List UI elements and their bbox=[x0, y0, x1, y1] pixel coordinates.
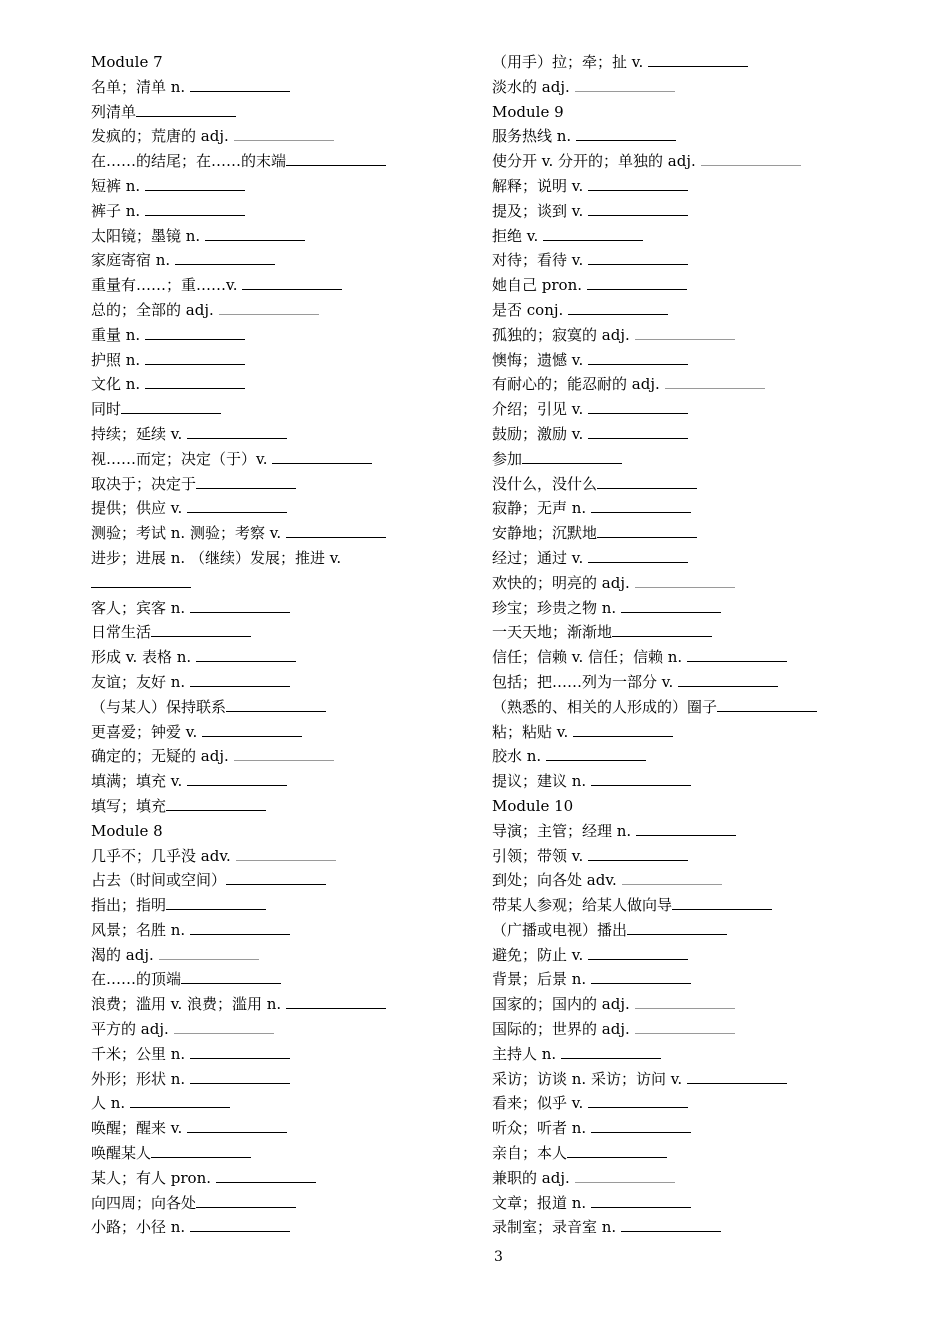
answer-blank[interactable] bbox=[226, 698, 326, 712]
vocab-prompt: 向四周；向各处 bbox=[91, 1193, 197, 1212]
vocab-prompt: 文章；报道 n. bbox=[492, 1193, 591, 1212]
answer-blank[interactable] bbox=[717, 698, 817, 712]
vocab-line bbox=[492, 149, 892, 174]
vocab-line bbox=[91, 546, 471, 571]
vocab-prompt: 短裤 n. bbox=[91, 176, 145, 195]
vocab-prompt: 护照 n. bbox=[91, 350, 145, 369]
vocab-line bbox=[91, 124, 471, 149]
vocab-prompt: 粘；粘贴 v. bbox=[492, 722, 573, 741]
vocab-prompt: 太阳镜；墨镜 n. bbox=[91, 226, 205, 245]
vocab-line bbox=[492, 1215, 892, 1240]
answer-blank[interactable] bbox=[187, 425, 287, 439]
answer-blank[interactable] bbox=[145, 375, 245, 389]
answer-blank[interactable] bbox=[272, 450, 372, 464]
answer-blank[interactable] bbox=[145, 351, 245, 365]
vocab-prompt: 千米；公里 n. bbox=[91, 1044, 190, 1063]
answer-blank[interactable] bbox=[575, 78, 675, 92]
vocab-line bbox=[492, 1091, 892, 1116]
vocab-line bbox=[91, 174, 471, 199]
vocab-prompt: 对待；看待 v. bbox=[492, 251, 588, 270]
vocab-line bbox=[492, 521, 892, 546]
vocab-line bbox=[91, 967, 471, 992]
vocab-prompt: 录制室；录音室 n. bbox=[492, 1218, 621, 1237]
vocab-prompt: 看来；似乎 v. bbox=[492, 1094, 588, 1113]
vocab-prompt: 拒绝 v. bbox=[492, 226, 543, 245]
vocab-prompt: 没什么，没什么 bbox=[492, 474, 598, 493]
vocab-line bbox=[91, 918, 471, 943]
module-heading bbox=[492, 794, 892, 819]
vocab-line bbox=[492, 1191, 892, 1216]
vocab-line bbox=[492, 1042, 892, 1067]
vocab-prompt: 淡水的 adj. bbox=[492, 77, 575, 96]
vocab-line bbox=[91, 943, 471, 968]
answer-blank[interactable] bbox=[636, 822, 736, 836]
answer-blank[interactable] bbox=[190, 921, 290, 935]
vocab-line bbox=[492, 372, 892, 397]
answer-blank[interactable] bbox=[196, 1194, 296, 1208]
answer-blank[interactable] bbox=[588, 251, 688, 265]
vocab-prompt: 她自己 pron. bbox=[492, 276, 587, 295]
vocab-line bbox=[492, 1067, 892, 1092]
vocab-line bbox=[91, 323, 471, 348]
vocab-line bbox=[492, 496, 892, 521]
answer-blank[interactable] bbox=[286, 995, 386, 1009]
vocab-prompt: 小路；小径 n. bbox=[91, 1218, 190, 1237]
vocab-line bbox=[91, 844, 471, 869]
vocab-line bbox=[492, 75, 892, 100]
vocab-line bbox=[91, 1141, 471, 1166]
vocab-line bbox=[91, 397, 471, 422]
vocab-prompt: 日常生活 bbox=[91, 623, 152, 642]
module-heading bbox=[91, 819, 471, 844]
vocab-prompt: 更喜爱；钟爱 v. bbox=[91, 722, 202, 741]
answer-blank[interactable] bbox=[190, 1070, 290, 1084]
answer-blank[interactable] bbox=[205, 227, 305, 241]
vocab-prompt: 浪费；滥用 v. 浪费；滥用 n. bbox=[91, 995, 286, 1014]
answer-blank[interactable] bbox=[187, 499, 287, 513]
vocab-line bbox=[91, 571, 471, 596]
answer-blank[interactable] bbox=[612, 623, 712, 637]
answer-blank[interactable] bbox=[286, 524, 386, 538]
answer-blank[interactable] bbox=[219, 301, 319, 315]
answer-blank[interactable] bbox=[136, 103, 236, 117]
vocab-prompt: 介绍；引见 v. bbox=[492, 400, 588, 419]
vocab-line bbox=[492, 472, 892, 497]
vocab-line bbox=[91, 1091, 471, 1116]
answer-blank[interactable] bbox=[175, 251, 275, 265]
vocab-prompt: 背景；后景 n. bbox=[492, 970, 591, 989]
module-title: Module 10 bbox=[492, 796, 574, 815]
vocab-prompt: 平方的 adj. bbox=[91, 1020, 174, 1039]
vocab-line bbox=[91, 1042, 471, 1067]
answer-blank[interactable] bbox=[190, 1045, 290, 1059]
answer-blank[interactable] bbox=[621, 599, 721, 613]
answer-blank[interactable] bbox=[190, 78, 290, 92]
vocab-line bbox=[492, 596, 892, 621]
module-heading bbox=[91, 50, 471, 75]
vocab-prompt: 友谊；友好 n. bbox=[91, 672, 190, 691]
vocab-prompt: 包括；把……列为一部分 v. bbox=[492, 672, 678, 691]
vocab-prompt: 兼职的 adj. bbox=[492, 1168, 575, 1187]
vocab-line bbox=[492, 323, 892, 348]
vocab-prompt: 是否 conj. bbox=[492, 300, 569, 319]
answer-blank[interactable] bbox=[672, 896, 772, 910]
answer-blank[interactable] bbox=[543, 227, 643, 241]
answer-blank[interactable] bbox=[196, 475, 296, 489]
module-title: Module 7 bbox=[91, 53, 163, 71]
vocab-prompt: 带某人参观；给某人做向导 bbox=[492, 896, 673, 915]
vocab-prompt: 解释；说明 v. bbox=[492, 176, 588, 195]
page-number: 3 bbox=[494, 1249, 503, 1265]
vocab-prompt: （熟悉的、相关的人形成的）圈子 bbox=[492, 697, 718, 716]
vocab-line bbox=[492, 348, 892, 373]
vocab-line bbox=[492, 397, 892, 422]
answer-blank[interactable] bbox=[130, 1094, 230, 1108]
vocab-line bbox=[91, 695, 471, 720]
vocab-prompt: 重量有……；重……v. bbox=[91, 276, 243, 295]
vocab-prompt: 使分开 v. 分开的；单独的 adj. bbox=[492, 152, 701, 171]
vocab-prompt: 安静地；沉默地 bbox=[492, 524, 598, 543]
vocab-prompt: 听众；听者 n. bbox=[492, 1119, 591, 1138]
vocab-line bbox=[91, 1116, 471, 1141]
vocab-prompt: 风景；名胜 n. bbox=[91, 920, 190, 939]
vocab-prompt: 参加 bbox=[492, 449, 523, 468]
vocab-line bbox=[91, 1215, 471, 1240]
answer-blank[interactable] bbox=[687, 1070, 787, 1084]
vocab-line bbox=[91, 596, 471, 621]
answer-blank[interactable] bbox=[181, 970, 281, 984]
vocab-line bbox=[91, 1191, 471, 1216]
vocab-line bbox=[91, 224, 471, 249]
answer-blank[interactable] bbox=[91, 574, 191, 588]
vocab-prompt: 视……而定；决定（于）v. bbox=[91, 449, 273, 468]
vocab-line bbox=[91, 273, 471, 298]
answer-blank[interactable] bbox=[665, 375, 765, 389]
answer-blank[interactable] bbox=[546, 747, 646, 761]
vocab-prompt: 胶水 n. bbox=[492, 747, 546, 766]
answer-blank[interactable] bbox=[588, 202, 688, 216]
vocab-prompt: 引领；带领 v. bbox=[492, 846, 588, 865]
vocab-prompt: 外形；形状 n. bbox=[91, 1069, 190, 1088]
answer-blank[interactable] bbox=[121, 400, 221, 414]
vocab-line bbox=[492, 819, 892, 844]
vocab-prompt: 名单；清单 n. bbox=[91, 77, 190, 96]
vocab-line bbox=[492, 720, 892, 745]
vocab-prompt: 家庭寄宿 n. bbox=[91, 251, 175, 270]
vocab-line bbox=[492, 273, 892, 298]
vocab-prompt: 导演；主管；经理 n. bbox=[492, 821, 636, 840]
vocab-prompt: 唤醒；醒来 v. bbox=[91, 1119, 187, 1138]
vocab-prompt: 懊悔；遗憾 v. bbox=[492, 350, 588, 369]
vocab-line bbox=[91, 248, 471, 273]
answer-blank[interactable] bbox=[187, 1119, 287, 1133]
answer-blank[interactable] bbox=[216, 1169, 316, 1183]
vocab-line bbox=[91, 769, 471, 794]
vocab-line bbox=[492, 174, 892, 199]
answer-blank[interactable] bbox=[561, 1045, 661, 1059]
vocab-prompt: 避免；防止 v. bbox=[492, 945, 588, 964]
answer-blank[interactable] bbox=[202, 723, 302, 737]
vocab-prompt: 确定的；无疑的 adj. bbox=[91, 747, 234, 766]
vocab-prompt: 提议；建议 n. bbox=[492, 772, 591, 791]
vocab-prompt: 亲自；本人 bbox=[492, 1144, 568, 1163]
answer-blank[interactable] bbox=[166, 797, 266, 811]
vocab-line bbox=[492, 50, 892, 75]
vocab-prompt: 寂静；无声 n. bbox=[492, 499, 591, 518]
vocab-prompt: 国际的；世界的 adj. bbox=[492, 1020, 635, 1039]
vocab-prompt: 信任；信赖 v. 信任；信赖 n. bbox=[492, 648, 687, 667]
vocab-prompt: 提及；谈到 v. bbox=[492, 201, 588, 220]
vocab-prompt: 渴的 adj. bbox=[91, 945, 159, 964]
vocab-line bbox=[91, 100, 471, 125]
answer-blank[interactable] bbox=[588, 549, 688, 563]
vocab-prompt: 取决于；决定于 bbox=[91, 474, 197, 493]
vocab-prompt: 人 n. bbox=[91, 1094, 130, 1113]
answer-blank[interactable] bbox=[166, 896, 266, 910]
vocab-prompt: 孤独的；寂寞的 adj. bbox=[492, 325, 635, 344]
answer-blank[interactable] bbox=[687, 648, 787, 662]
answer-blank[interactable] bbox=[190, 1218, 290, 1232]
answer-blank[interactable] bbox=[226, 871, 326, 885]
vocab-prompt: 珍宝；珍贵之物 n. bbox=[492, 598, 621, 617]
vocab-prompt: 唤醒某人 bbox=[91, 1144, 152, 1163]
vocab-prompt: 采访；访谈 n. 采访；访问 v. bbox=[492, 1069, 687, 1088]
answer-blank[interactable] bbox=[174, 1020, 274, 1034]
answer-blank[interactable] bbox=[242, 276, 342, 290]
answer-blank[interactable] bbox=[151, 623, 251, 637]
vocab-line bbox=[91, 75, 471, 100]
vocab-prompt: 填满；填充 v. bbox=[91, 772, 187, 791]
answer-blank[interactable] bbox=[588, 847, 688, 861]
vocab-line bbox=[492, 224, 892, 249]
vocab-line bbox=[492, 744, 892, 769]
vocab-line bbox=[91, 794, 471, 819]
answer-blank[interactable] bbox=[591, 499, 691, 513]
answer-blank[interactable] bbox=[591, 772, 691, 786]
vocab-prompt: 占去（时间或空间） bbox=[91, 871, 227, 890]
answer-blank[interactable] bbox=[648, 53, 748, 67]
vocab-prompt: 重量 n. bbox=[91, 325, 145, 344]
answer-blank[interactable] bbox=[588, 425, 688, 439]
vocab-prompt: 裤子 n. bbox=[91, 201, 145, 220]
module-heading bbox=[492, 100, 892, 125]
vocab-line bbox=[91, 1017, 471, 1042]
vocab-line bbox=[91, 744, 471, 769]
answer-blank[interactable] bbox=[635, 995, 735, 1009]
answer-blank[interactable] bbox=[701, 152, 801, 166]
vocab-line bbox=[91, 372, 471, 397]
answer-blank[interactable] bbox=[622, 871, 722, 885]
vocab-line bbox=[492, 620, 892, 645]
answer-blank[interactable] bbox=[187, 772, 287, 786]
answer-blank[interactable] bbox=[588, 1094, 688, 1108]
vocab-line bbox=[492, 571, 892, 596]
vocab-prompt: 国家的；国内的 adj. bbox=[492, 995, 635, 1014]
vocab-line bbox=[492, 844, 892, 869]
vocab-line bbox=[492, 1166, 892, 1191]
answer-blank[interactable] bbox=[591, 1119, 691, 1133]
vocab-line bbox=[492, 124, 892, 149]
answer-blank[interactable] bbox=[588, 946, 688, 960]
answer-blank[interactable] bbox=[575, 1169, 675, 1183]
vocab-prompt: 某人；有人 pron. bbox=[91, 1168, 216, 1187]
vocab-prompt: 文化 n. bbox=[91, 375, 145, 394]
vocab-prompt: 发疯的；荒唐的 adj. bbox=[91, 127, 234, 146]
vocab-prompt: （用手）拉；牵；扯 v. bbox=[492, 53, 648, 71]
answer-blank[interactable] bbox=[627, 921, 727, 935]
vocab-prompt: 鼓励；激励 v. bbox=[492, 424, 588, 443]
vocab-prompt: 客人；宾客 n. bbox=[91, 598, 190, 617]
answer-blank[interactable] bbox=[635, 326, 735, 340]
answer-blank[interactable] bbox=[234, 747, 334, 761]
vocab-line bbox=[492, 868, 892, 893]
vocab-prompt: 一天天地；渐渐地 bbox=[492, 623, 613, 642]
vocab-prompt: 测验；考试 n. 测验；考察 v. bbox=[91, 524, 286, 543]
vocab-line bbox=[492, 992, 892, 1017]
vocab-prompt: 欢快的；明亮的 adj. bbox=[492, 573, 635, 592]
vocab-line bbox=[492, 422, 892, 447]
answer-blank[interactable] bbox=[145, 202, 245, 216]
answer-blank[interactable] bbox=[145, 326, 245, 340]
vocab-prompt: 总的；全部的 adj. bbox=[91, 300, 219, 319]
vocab-prompt: 列清单 bbox=[91, 102, 137, 121]
vocab-line bbox=[91, 348, 471, 373]
answer-blank[interactable] bbox=[587, 276, 687, 290]
vocab-line bbox=[492, 967, 892, 992]
left-column bbox=[91, 50, 471, 1240]
answer-blank[interactable] bbox=[568, 301, 668, 315]
vocab-line bbox=[492, 1017, 892, 1042]
vocab-line bbox=[492, 1141, 892, 1166]
module-title: Module 9 bbox=[492, 102, 564, 121]
vocab-line bbox=[492, 769, 892, 794]
answer-blank[interactable] bbox=[621, 1218, 721, 1232]
vocab-line bbox=[492, 447, 892, 472]
vocab-line bbox=[91, 1067, 471, 1092]
vocab-prompt: 提供；供应 v. bbox=[91, 499, 187, 518]
vocab-prompt: 形成 v. 表格 n. bbox=[91, 648, 196, 667]
vocab-line bbox=[91, 670, 471, 695]
answer-blank[interactable] bbox=[635, 1020, 735, 1034]
answer-blank[interactable] bbox=[635, 574, 735, 588]
answer-blank[interactable] bbox=[151, 1144, 251, 1158]
answer-blank[interactable] bbox=[567, 1144, 667, 1158]
answer-blank[interactable] bbox=[678, 673, 778, 687]
answer-blank[interactable] bbox=[234, 127, 334, 141]
vocab-line bbox=[91, 645, 471, 670]
answer-blank[interactable] bbox=[591, 1194, 691, 1208]
vocab-prompt: 在……的结尾；在……的末端 bbox=[91, 152, 287, 171]
vocab-line bbox=[492, 199, 892, 224]
right-column bbox=[492, 50, 892, 1240]
vocab-line bbox=[91, 620, 471, 645]
vocab-line bbox=[91, 720, 471, 745]
vocab-line bbox=[91, 1166, 471, 1191]
vocab-line bbox=[492, 893, 892, 918]
vocab-line bbox=[492, 918, 892, 943]
answer-blank[interactable] bbox=[145, 177, 245, 191]
vocab-line bbox=[91, 893, 471, 918]
vocab-prompt: 有耐心的；能忍耐的 adj. bbox=[492, 375, 665, 394]
vocab-prompt: 同时 bbox=[91, 400, 122, 419]
vocab-prompt: 填写；填充 bbox=[91, 796, 167, 815]
vocab-prompt: （与某人）保持联系 bbox=[91, 697, 227, 716]
vocab-line bbox=[91, 199, 471, 224]
vocab-line bbox=[492, 943, 892, 968]
vocab-prompt: 服务热线 n. bbox=[492, 127, 576, 146]
vocab-prompt: （广播或电视）播出 bbox=[492, 920, 628, 939]
answer-blank[interactable] bbox=[190, 673, 290, 687]
vocab-line bbox=[91, 422, 471, 447]
vocab-line bbox=[492, 546, 892, 571]
answer-blank[interactable] bbox=[190, 599, 290, 613]
vocab-prompt: 经过；通过 v. bbox=[492, 548, 588, 567]
vocab-line bbox=[492, 1116, 892, 1141]
vocab-line bbox=[91, 992, 471, 1017]
vocab-prompt: 几乎不；几乎没 adv. bbox=[91, 846, 236, 865]
answer-blank[interactable] bbox=[588, 400, 688, 414]
vocab-line bbox=[91, 298, 471, 323]
answer-blank[interactable] bbox=[588, 351, 688, 365]
vocab-prompt: 进步；进展 n. （继续）发展；推进 v. bbox=[91, 548, 342, 567]
vocab-prompt: 主持人 n. bbox=[492, 1044, 561, 1063]
answer-blank[interactable] bbox=[597, 475, 697, 489]
vocab-line bbox=[492, 645, 892, 670]
vocab-prompt: 持续；延续 v. bbox=[91, 424, 187, 443]
answer-blank[interactable] bbox=[576, 127, 676, 141]
vocab-prompt: 指出；指明 bbox=[91, 896, 167, 915]
module-title: Module 8 bbox=[91, 821, 163, 840]
answer-blank[interactable] bbox=[236, 847, 336, 861]
answer-blank[interactable] bbox=[159, 946, 259, 960]
vocab-line bbox=[492, 298, 892, 323]
answer-blank[interactable] bbox=[597, 524, 697, 538]
vocab-line bbox=[492, 248, 892, 273]
vocab-line bbox=[492, 670, 892, 695]
vocab-prompt: 在……的顶端 bbox=[91, 970, 182, 989]
vocab-line bbox=[91, 496, 471, 521]
answer-blank[interactable] bbox=[573, 723, 673, 737]
vocab-line bbox=[91, 868, 471, 893]
answer-blank[interactable] bbox=[591, 970, 691, 984]
answer-blank[interactable] bbox=[196, 648, 296, 662]
vocab-prompt: 到处；向各处 adv. bbox=[492, 871, 622, 890]
answer-blank[interactable] bbox=[286, 152, 386, 166]
vocab-line bbox=[91, 472, 471, 497]
answer-blank[interactable] bbox=[522, 450, 622, 464]
answer-blank[interactable] bbox=[588, 177, 688, 191]
vocab-line bbox=[91, 149, 471, 174]
vocab-line bbox=[91, 447, 471, 472]
vocab-line bbox=[492, 695, 892, 720]
vocab-line bbox=[91, 521, 471, 546]
